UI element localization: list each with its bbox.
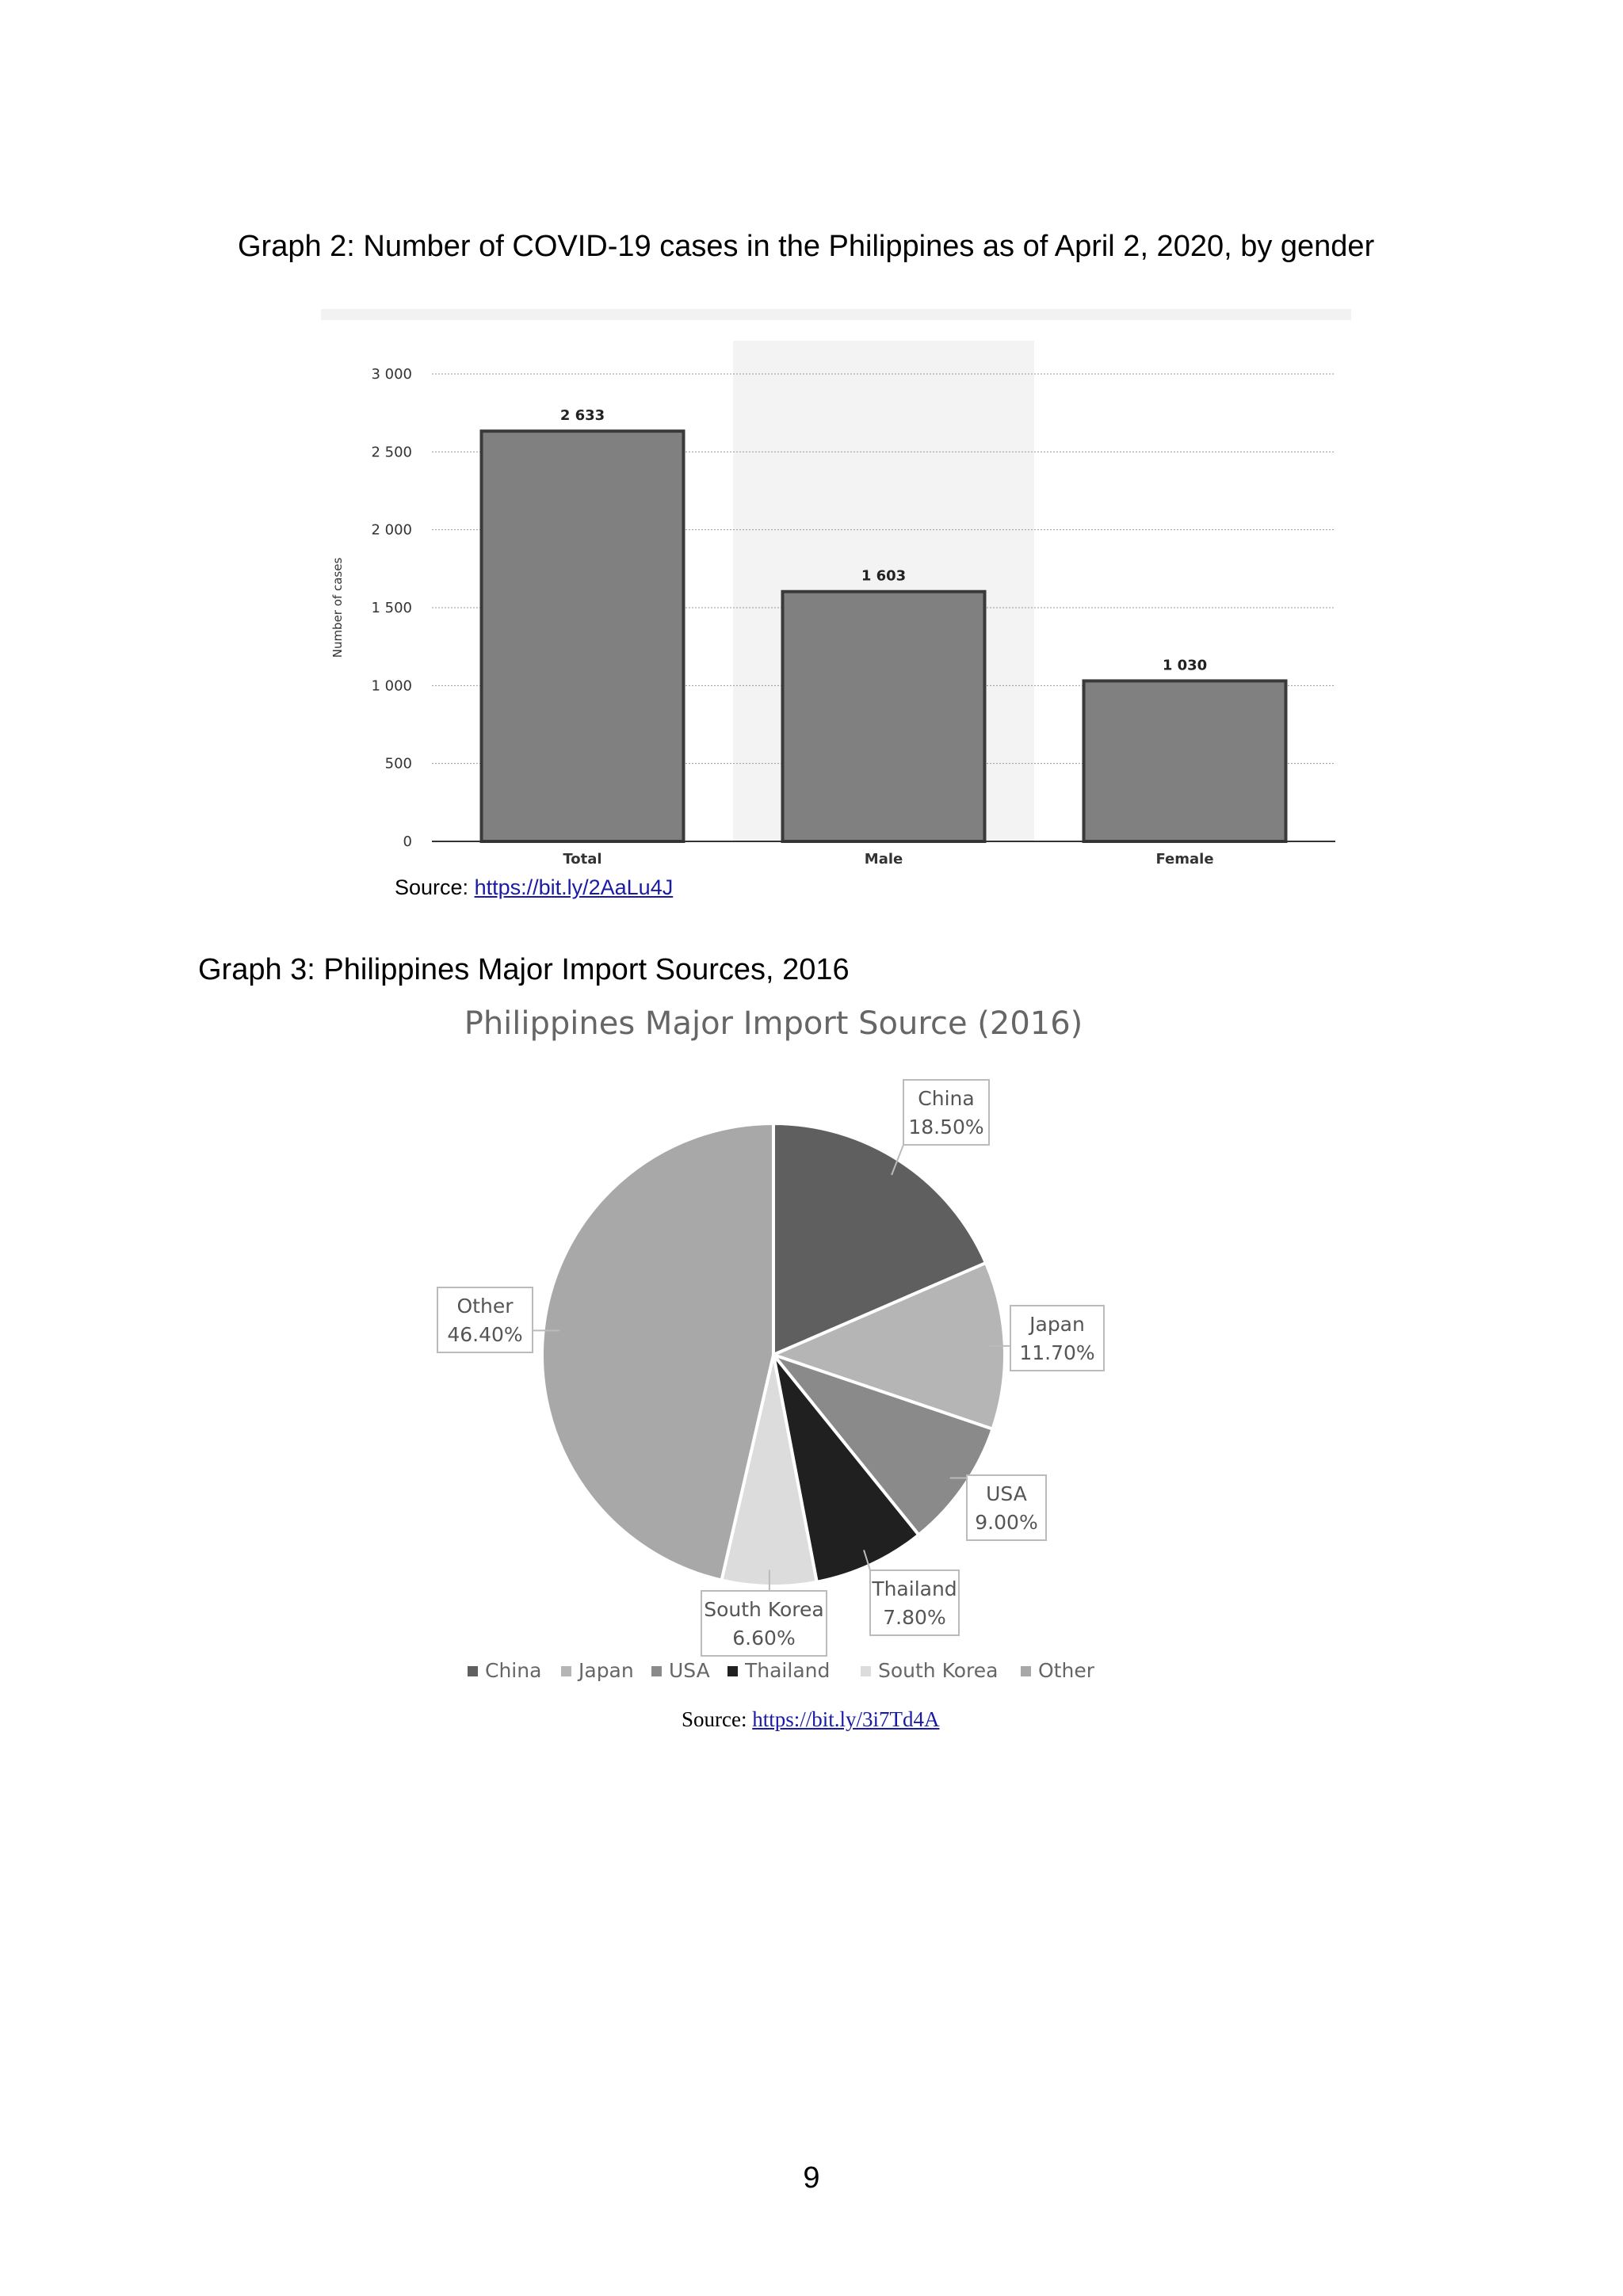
slice-name-label: Thailand (872, 1577, 957, 1600)
slice-value-label: 46.40% (447, 1323, 523, 1346)
graph2-caption: Graph 2: Number of COVID-19 cases in the Philippines as of April 2, 2020, by gender (238, 230, 1375, 263)
slice-value-label: 6.60% (732, 1627, 796, 1650)
y-tick-label: 1 500 (371, 600, 412, 616)
y-tick-label: 1 000 (371, 677, 412, 695)
legend-label: Other (1038, 1659, 1094, 1682)
x-category-label: Male (864, 851, 903, 868)
graph2-source (395, 875, 673, 900)
slice-name-label: South Korea (704, 1598, 824, 1621)
slice-name-label: Other (456, 1295, 514, 1318)
page-number: 9 (803, 2161, 820, 2195)
pie-slice (542, 1123, 773, 1581)
graph2-source-prefix: Source: (395, 875, 475, 899)
y-tick-label: 500 (384, 755, 412, 772)
y-tick-label: 2 500 (371, 444, 412, 461)
chart-top-band (321, 309, 1351, 320)
legend-swatch (1021, 1666, 1031, 1676)
graph3-source-prefix: Source: (682, 1707, 753, 1731)
y-tick-label: 0 (403, 833, 412, 850)
legend-label: Japan (579, 1659, 634, 1682)
bar-data-label: 2 633 (559, 407, 605, 425)
import-pie-chart (428, 994, 1157, 1691)
graph3-caption: Graph 3: Philippines Major Import Sources, 2016 (198, 953, 850, 986)
pie-title: Philippines Major Import Source (2016) (464, 1005, 1083, 1042)
legend-swatch (561, 1666, 571, 1676)
slice-name-label: China (918, 1087, 975, 1110)
x-category-label: Total (563, 851, 602, 868)
graph3-source-link[interactable]: https://bit.ly/3i7Td4A (752, 1707, 940, 1731)
slice-value-label: 18.50% (908, 1116, 984, 1138)
slice-name-label: Japan (1029, 1313, 1085, 1336)
y-axis-title: Number of cases (330, 557, 345, 658)
bar-data-label: 1 030 (1162, 657, 1208, 674)
legend-label: South Korea (878, 1659, 999, 1682)
x-category-label: Female (1155, 851, 1214, 868)
legend-swatch (651, 1666, 662, 1676)
legend-swatch (468, 1666, 478, 1676)
y-tick-label: 3 000 (371, 366, 412, 383)
legend-label: USA (669, 1659, 710, 1682)
legend-swatch (727, 1666, 738, 1676)
bar (783, 592, 985, 841)
legend-label: Thailand (745, 1659, 831, 1682)
graph3-source (682, 1707, 940, 1732)
bar-data-label: 1 603 (861, 567, 907, 585)
bar (482, 431, 684, 841)
y-tick-label: 2 000 (371, 521, 412, 539)
slice-value-label: 9.00% (975, 1511, 1038, 1534)
graph2-source-link[interactable]: https://bit.ly/2AaLu4J (474, 875, 674, 899)
slice-name-label: USA (986, 1482, 1027, 1505)
legend-swatch (861, 1666, 871, 1676)
legend-label: China (485, 1659, 542, 1682)
slice-value-label: 11.70% (1019, 1341, 1095, 1364)
covid-bar-chart (321, 309, 1351, 879)
slice-value-label: 7.80% (883, 1606, 946, 1629)
bar (1084, 681, 1286, 841)
